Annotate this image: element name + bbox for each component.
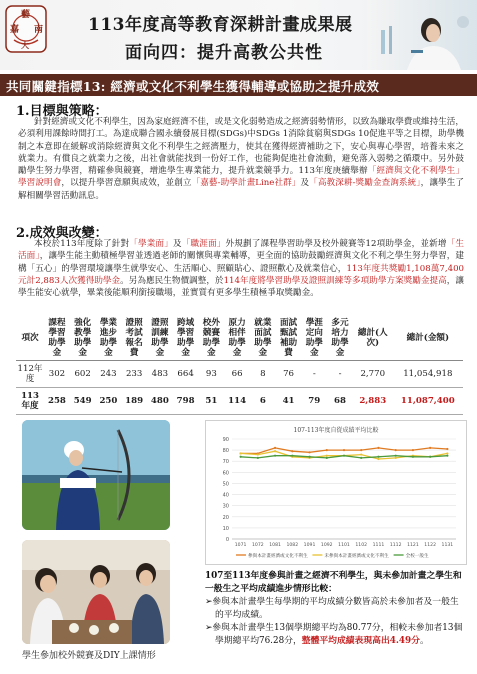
data-point [360,449,362,451]
data-point [395,455,397,457]
data-point [326,457,328,459]
photo-caption: 學生參加校外競賽及DIY上課情形 [22,651,156,661]
table-header: 證照考試報名費 [121,316,147,361]
data-point [429,447,431,449]
scholarship-table [16,316,463,415]
y-tick-label: 0 [225,537,229,543]
y-tick-label: 80 [222,448,229,455]
table-header: 多元培力助學金 [327,316,353,361]
legend-label: 參與本計畫經濟或文化不利生 [248,554,308,559]
x-tick-label: 1102 [355,543,368,548]
table-row [16,388,463,415]
table-cell: 79 [301,388,327,415]
comparison-bullet: ➢參與本計畫學生13個學期總平均為80.77分，相較未參加者13個學期總平均76.28分，整體平均成績表現高出4.49分。 [205,623,463,646]
table-header: 課程學習助學金 [44,316,70,361]
table-header: 校外競賽助學金 [198,316,224,361]
table-cell: 114 [224,388,250,415]
x-tick-label: 1111 [372,543,385,548]
x-tick-label: 1122 [424,543,437,548]
table-cell: 76 [276,361,302,388]
table-cell: 11,054,918 [393,361,463,388]
table-cell: 66 [224,361,250,388]
x-tick-label: 1081 [269,543,281,548]
page-title: 113年度高等教育深耕計畫成果展 [88,15,353,35]
table-header: 學涯定向助學金 [301,316,327,361]
table-cell: 189 [121,388,147,415]
y-tick-label: 70 [222,459,229,466]
indicator-band [0,74,477,96]
y-tick-label: 30 [222,503,229,510]
table-cell: 480 [147,388,173,415]
table-cell: 11,087,400 [393,388,463,415]
logo-char-top: 藝 [21,10,31,20]
table-cell: 549 [70,388,96,415]
data-point [257,457,259,459]
diy-photo-art [22,540,170,644]
y-tick-label: 40 [222,492,229,499]
section2-paragraph: 本校於113年度除了針對「學業面」及「職涯面」外規劃了課程學習助學及校外競賽等12項助學金，並新增「生活面」，讓學生能主動積極學習並透過老師的關懷與專業輔導，更全面的協助鼓勵經濟與文化不利之學生努力學習，建構「五心」的學習環境讓學生就學安心、生活順心、照顧貼心、證照歡心及就業信心，113年度共獎勵1,108萬7,400元計2,883人次獲得助學金。另為應民生物價調整，於114年度將學習助學及證照訓練等多項助學方案獎勵金提高，讓學生能安心就學，畢業後能順利銜接職場，並實質有更多學生積極爭取獎勵金。 [18,239,464,299]
grade-comparison-chart [205,420,467,565]
y-tick-label: 60 [222,470,229,477]
comparison-bullet: ➢參與本計畫學生每學期的平均成績分數皆高於未參加者及一般生的平均成績。 [205,597,459,620]
y-tick-label: 50 [222,481,229,488]
table-row [16,361,463,388]
chart-svg [206,421,466,564]
comparison-heading: 107至113年度參與計畫之經濟不利學生，與未參加計畫之學生和一般生之平均成績進步情形比較： [205,571,462,594]
table-cell: 6 [250,388,276,415]
data-point [395,449,397,451]
data-point [429,456,431,458]
page-header [0,0,477,70]
researcher-photo [367,0,477,70]
x-tick-label: 1112 [389,543,402,548]
table-cell: 243 [96,361,122,388]
data-point [291,455,293,457]
y-tick-label: 10 [222,525,229,532]
data-point [291,450,293,452]
competition-photo [22,420,170,530]
data-point [377,458,379,460]
table-cell: 2,770 [353,361,393,388]
bullet-arrow-icon: ➢ [205,623,213,633]
x-tick-label: 1071 [234,543,247,548]
x-tick-label: 1092 [320,543,333,548]
data-point [412,456,414,458]
legend-label: 全校一般生 [405,554,429,559]
table-cell: 233 [121,361,147,388]
data-point [446,452,448,454]
archery-photo-art [22,420,170,530]
data-point [377,447,379,449]
data-point [240,456,242,458]
table-cell: 602 [70,361,96,388]
comparison-summary [205,570,467,658]
table-header: 總計(人次) [353,316,393,361]
table-cell: 68 [327,388,353,415]
x-tick-label: 1121 [407,543,419,548]
table-cell: 798 [173,388,199,415]
section1-title: 1.目標與策略： [16,104,108,119]
x-tick-label: 1101 [338,543,350,548]
table-cell: 664 [173,361,199,388]
bullet-arrow-icon: ➢ [205,597,213,607]
data-point [395,457,397,459]
data-point [446,448,448,450]
data-point [412,449,414,451]
table-header: 證照訓練助學金 [147,316,173,361]
table-header: 總計(金額) [393,316,463,361]
table-cell: 93 [198,361,224,388]
data-point [377,456,379,458]
table-header: 項次 [16,316,44,361]
x-tick-label: 1091 [303,543,316,548]
table-header: 跨域學習助學金 [173,316,199,361]
diy-class-photo [22,540,170,644]
data-point [343,449,345,451]
table-cell: - [301,361,327,388]
table-header: 強化教學助學金 [70,316,96,361]
logo-char-left: 嘉 [10,25,20,35]
data-point [360,457,362,459]
table-cell: 250 [96,388,122,415]
table-header: 就業面試助學金 [250,316,276,361]
table-cell: 8 [250,361,276,388]
table-cell: 2,883 [353,388,393,415]
data-point [446,455,448,457]
data-point [240,452,242,454]
table-header-row [16,316,463,361]
legend-label: 未參與本計畫經濟或文化不利生 [324,554,389,559]
indicator-title: 共同關鍵指標13: 經濟或文化不利學生獲得輔導或協助之提升成效 [6,79,380,94]
data-point [274,455,276,457]
x-tick-label: 1131 [441,543,454,548]
section2-title: 2.成效與改變： [16,226,108,241]
table-cell: 483 [147,361,173,388]
data-point [308,451,310,453]
university-logo [4,4,48,54]
page-subtitle: 面向四：提升高教公共性 [125,43,323,63]
table-cell: 258 [44,388,70,415]
data-point [326,449,328,451]
table-header: 原力相伴助學金 [224,316,250,361]
table-header: 學業進步助學金 [96,316,122,361]
table-cell: 302 [44,361,70,388]
table-cell: 41 [276,388,302,415]
y-tick-label: 20 [222,514,229,521]
row-year: 112年度 [16,361,44,388]
data-point [360,453,362,455]
data-point [257,453,259,455]
table-header: 面試甄試補助費 [276,316,302,361]
logo-char-bottom: 大 [21,40,29,50]
data-point [326,455,328,457]
x-tick-label: 1072 [251,543,264,548]
data-point [274,447,276,449]
section1-paragraph: 針對經濟或文化不利學生，因為家庭經濟不佳，或是文化弱勢造成之經濟弱勢情形，以致為賺取學費或維持生活，必須利用課餘時間打工。為達成聯合國永續發展目標(SDGs)中SDGs 1消除貧窮與SDGs 10促進平等之目標，助學機制之本意即在緩解或消除經濟與文化不利學生之經濟壓力，使其在獲得經濟補助之下，安心與專心學習，培養未來之就業力。有償良之就業力之後，出社會就能找到一份好工作，也能夠促進社會流動，避免落入弱勢之循環中。另外鼓勵學生努力學習，精確參與競賽，增進學生專業能力，提升就業競爭力。113年度庚續舉辦「經濟與文化不利學生」學習說明會，以提升學習意願與成效，並創立「嘉藝-助學計畫Line社群」及「高教深耕-獎勵金查詢系統」，讓學生了解相關學習活動訊息。 [18,117,464,201]
data-point [274,450,276,452]
chart-title: 107-113年度自從成績平均比較 [293,427,379,434]
row-year: 113年度 [16,388,44,415]
table-cell: 51 [198,388,224,415]
logo-char-right: 南 [34,25,44,35]
y-tick-label: 90 [222,437,229,443]
data-point [343,455,345,457]
data-point [308,456,310,458]
table-cell: - [327,361,353,388]
x-tick-label: 1082 [286,543,299,548]
